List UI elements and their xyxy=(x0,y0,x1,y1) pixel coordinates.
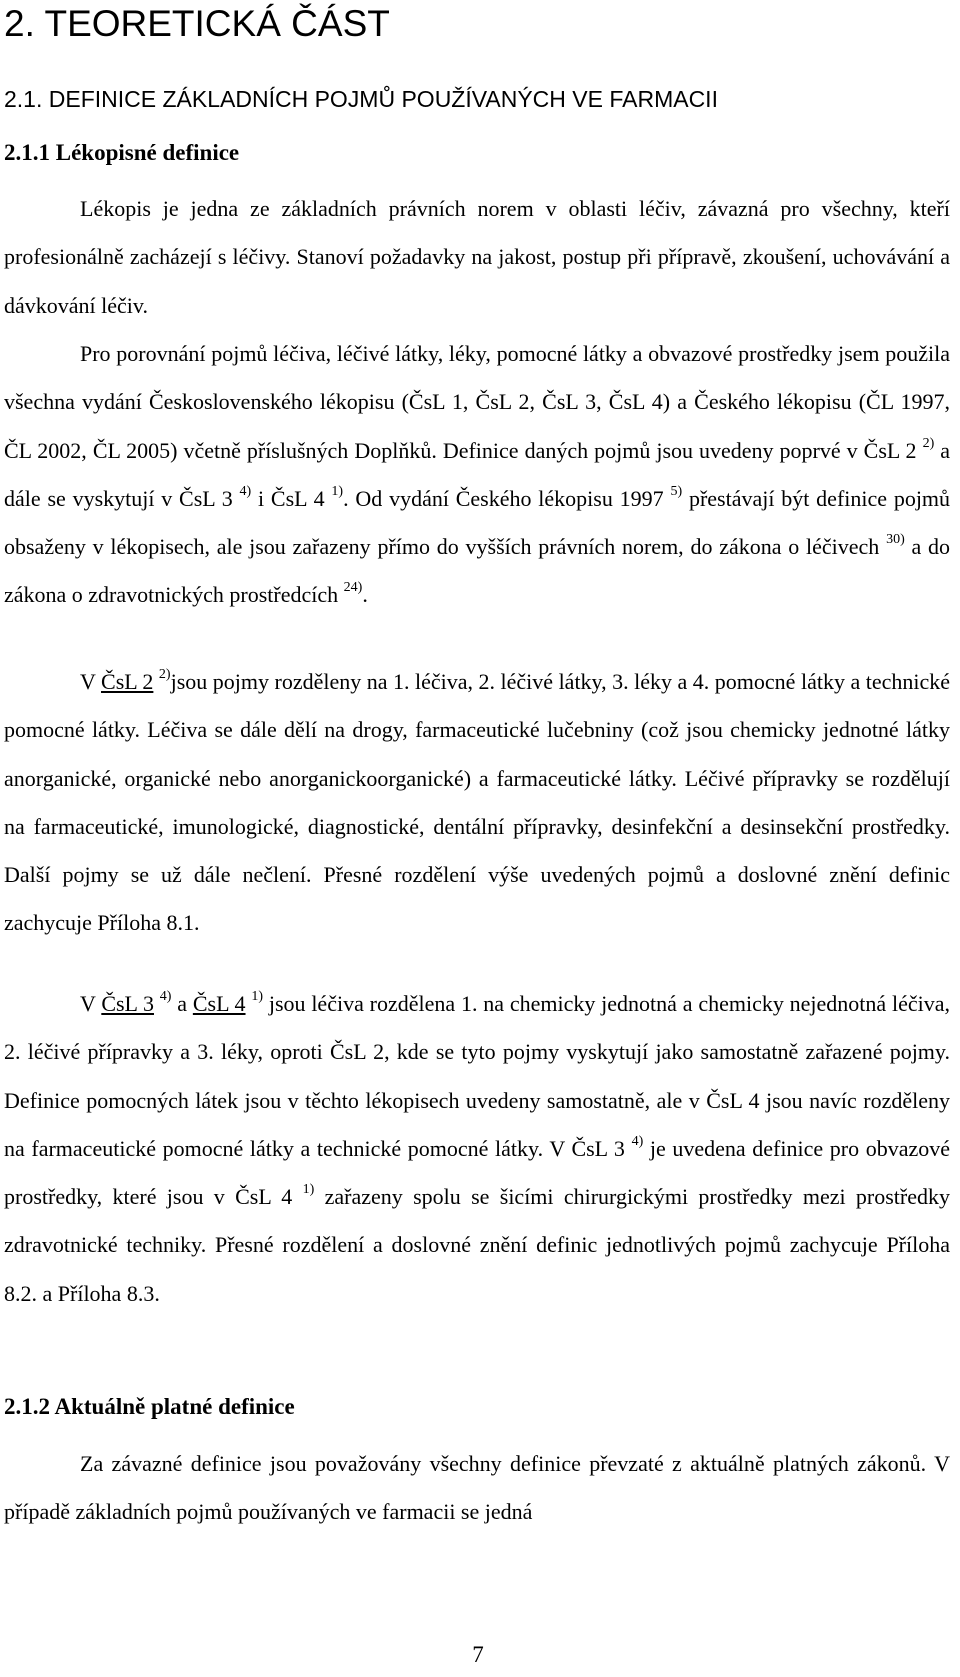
subsection-title-lekopisne-definice: 2.1.1 Lékopisné definice xyxy=(4,140,240,165)
paragraph-lekopis-intro: Lékopis je jedna ze základních právních norem v oblasti léčiv, závazná pro všechny, kteří profesionálně zacházejí s léčivy. Stanoví požadavky na jakost, postup při přípravě, zkoušení, uchovávání a dávkování léčiv. xyxy=(4,196,950,318)
reference-marker: 24) xyxy=(343,580,363,596)
underlined-ref-csl2: ČsL 2 xyxy=(101,669,154,694)
reference-marker: 2) xyxy=(922,435,935,451)
reference-marker: 1) xyxy=(331,483,344,499)
underlined-ref-csl3: ČsL 3 xyxy=(101,991,154,1016)
reference-marker: 4) xyxy=(159,989,172,1004)
section-title: 2.1. DEFINICE ZÁKLADNÍCH POJMŮ POUŽÍVANÝCH VE FARMACII xyxy=(4,86,718,112)
underlined-ref-csl4: ČsL 4 xyxy=(192,991,246,1016)
subsection-title-aktualne-platne: 2.1.2 Aktuálně platné definice xyxy=(4,1394,295,1419)
paragraph-csl2-rozdeleni: V ČsL 2 $^{2)}$jsou pojmy rozděleny na 1. léčiva, 2. léčivé látky, 3. léky a 4. pomocné látky a technické pomocné látky. Léčiva se dále dělí na drogy, farmaceutické lučebniny (což jsou chemicky jednotné látky anorganické, organické nebo anorganickoorganické) a farmaceutické látky. Léčivé přípravky se rozdělují na farmaceutické, imunologické, diagnostické, dentální přípravky, desinfekční a desinsekční prostředky. Další pojmy se už dále nečlení. Přesné rozdělení výše uvedených pojmů a doslovné znění definic zachycuje Příloha 8.1. xyxy=(4,667,951,936)
paragraph-zavazne-definice: Za závazné definice jsou považovány všechny definice převzaté z aktuálně platných zákonů. V případě základních pojmů používaných ve farmacii se jedná xyxy=(4,1451,950,1525)
reference-marker: 1) xyxy=(302,1182,315,1198)
chapter-title: 2. TEORETICKÁ ČÁST xyxy=(4,3,390,44)
paragraph-pojmy-porovnani: Pro porovnání pojmů léčiva, léčivé látky, léky, pomocné látky a obvazové prostředky jsem použila všechna vydání Československého lékopisu (ČsL 1, ČsL 2, ČsL 3, ČsL 4) a Českého lékopisu (ČL 1997, ČL 2002, ČL 2005) včetně příslušných Doplňků. Definice daných pojmů jsou uvedeny poprvé v ČsL 2 $^{2)}$ a dále se vyskytují v ČsL 3 $^{4)}$ i ČsL 4 $^{1)}$. Od vydání Českého lékopisu 1997 $^{5)}$ přestávají být definice pojmů obsaženy v lékopisech, ale jsou zařazeny přímo do vyšších právních norem, do zákona o léčivech $^{30)}$ a do zákona o zdravotnických prostředcích $^{24)}$. xyxy=(4,341,951,608)
paragraph-csl3-csl4-rozdeleni: V ČsL 3 $^{4)}$ a ČsL 4 $^{1)}$ jsou léčiva rozdělena 1. na chemicky jednotná a chemicky nejednotná léčiva, 2. léčivé přípravky a 3. léky, oproti ČsL 2, kde se tyto pojmy vyskytují jako samostatně zařazené pojmy. Definice pomocných látek jsou v těchto lékopisech uvedeny samostatně, ale v ČsL 4 jsou navíc rozděleny na farmaceutické pomocné látky a technické pomocné látky. V ČsL 3 $^{4)}$ je uvedena definice pro obvazové prostředky, které jsou v ČsL 4 $^{1)}$ zařazeny spolu se šicími chirurgickými prostředky mezi prostředky zdravotnické techniky. Přesné rozdělení a doslovné znění definic jednotlivých pojmů zachycuje Příloha 8.2. a Příloha 8.3. xyxy=(4,989,951,1306)
reference-marker: 4) xyxy=(631,1133,644,1149)
reference-marker: 2) xyxy=(158,667,171,682)
reference-marker: 5) xyxy=(670,483,683,499)
page-number: 7 xyxy=(472,1642,484,1667)
reference-marker: 30) xyxy=(886,532,905,548)
reference-marker: 1) xyxy=(251,989,264,1004)
reference-marker: 4) xyxy=(239,483,252,499)
